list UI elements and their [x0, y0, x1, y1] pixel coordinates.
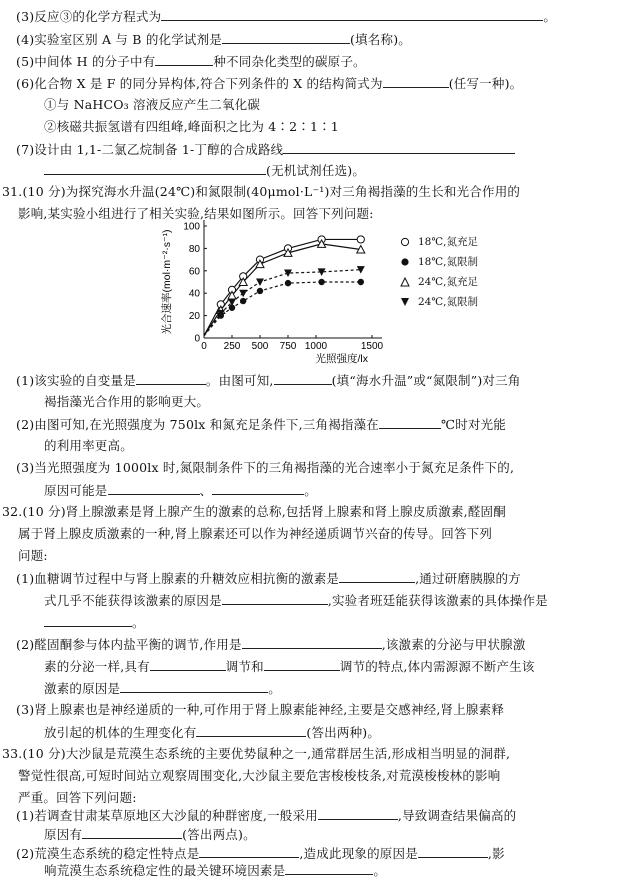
x-tick-label: 750 — [279, 341, 297, 352]
q31-2-blank[interactable] — [379, 416, 441, 429]
q32-sub-1-cont — [44, 592, 548, 609]
q32-sub-2-cont-2 — [44, 680, 281, 697]
data-point-triangle-filled — [256, 279, 264, 287]
legend-label: 18℃,氮限制 — [418, 256, 478, 268]
q33-1-text: (1)若调查甘肃某草原地区大沙鼠的种群密度,一般采用 — [16, 808, 318, 823]
x-tick-label: 500 — [251, 341, 269, 352]
q31-2-text: (2)由图可知,在光照强度为 750lx 和氮充足条件下,三角褐指藻在 — [16, 417, 380, 432]
q32-heading-3: 问题: — [18, 548, 48, 563]
legend-item-18-n-limited — [400, 252, 478, 272]
q32-2-suffix: ,该激素的分泌与甲状腺激 — [381, 637, 526, 652]
series-line-3 — [204, 270, 361, 336]
q32-sub-2 — [16, 636, 526, 653]
legend-item-18-n-sufficient — [400, 232, 478, 252]
q31-3-end: 。 — [304, 483, 317, 498]
q30-5-suffix: 种不同杂化类型的碳原子。 — [213, 54, 366, 69]
q31-3-sep: 、 — [199, 483, 213, 498]
q32-sub-1 — [16, 570, 521, 587]
q33-1-end: (答出两点)。 — [182, 827, 256, 842]
series-line-2 — [204, 244, 361, 336]
q32-heading-1: 32.(10 分)肾上腺激素是肾上腺产生的激素的总称,包括肾上腺素和肾上腺皮质激素,醛固酮 — [2, 504, 506, 519]
q31-1-mid: 。由图可知, — [205, 373, 274, 388]
y-tick-label: 80 — [188, 243, 200, 255]
q31-sub-3: (3)当光照强度为 1000lx 时,氮限制条件下的三角褐指藻的光合速率小于氮充足条件下的, — [16, 460, 515, 475]
q32-sub-3: (3)肾上腺素也是神经递质的一种,可作用于肾上腺素能神经,主要是交感神经,肾上腺素释 — [16, 702, 505, 717]
q33-sub-2-cont — [44, 862, 386, 878]
legend-item-24-n-sufficient — [400, 272, 478, 292]
q31-sub-1 — [16, 372, 521, 389]
q32-3-blank[interactable] — [196, 724, 306, 737]
q30-condition-2: ②核磁共振氢谱有四组峰,峰面积之比为 4∶2∶1∶1 — [44, 119, 339, 134]
q32-2-text-2: 素的分泌一样,具有 — [44, 659, 150, 674]
q30-4-suffix: (填名称)。 — [350, 32, 411, 47]
q31-sub-2 — [16, 416, 506, 433]
q33-2-blank-2[interactable] — [418, 845, 488, 858]
q33-heading-2: 警觉性很高,可短时间站立观察周围变化,大沙鼠主要危害梭梭枝条,对荒漠梭梭林的影响 — [18, 768, 501, 783]
q30-line-7b — [44, 162, 365, 179]
q30-4-blank[interactable] — [222, 31, 350, 44]
x-tick-label: 1000 — [304, 341, 328, 352]
q31-heading-2: 影响,某实验小组进行了相关实验,结果如图所示。回答下列问题: — [18, 206, 374, 221]
q33-sub-2 — [16, 845, 505, 862]
series-line-0 — [204, 239, 361, 335]
q33-2-blank-3[interactable] — [285, 862, 373, 875]
q33-2-text-3: ,影 — [487, 846, 505, 861]
y-tick-label: 20 — [188, 311, 200, 323]
q31-3-text: 原因可能是 — [44, 483, 108, 498]
q31-1-blank-1[interactable] — [136, 372, 206, 385]
legend-label: 24℃,氮限制 — [418, 296, 478, 308]
q32-1-blank-2[interactable] — [222, 592, 328, 605]
q32-2-text-5: 激素的原因是 — [44, 681, 121, 696]
q30-line-5 — [16, 53, 366, 70]
data-point-circle-filled — [285, 280, 291, 286]
q33-1-text-2: 原因有 — [44, 827, 83, 842]
legend-label: 24℃,氮充足 — [418, 276, 478, 288]
q32-2-text-4: 调节的特点,体内需源源不断产生该 — [339, 659, 535, 674]
q31-1-blank-2[interactable] — [274, 372, 332, 385]
data-point-circle-filled — [240, 298, 246, 304]
x-tick-label: 0 — [201, 341, 207, 352]
q30-7-blank-1[interactable] — [283, 141, 515, 154]
q32-1-end: 。 — [132, 615, 145, 630]
q32-1-text-2: 式几乎不能获得该激素的原因是 — [44, 593, 222, 608]
x-tick-label: 250 — [223, 341, 241, 352]
q33-2-text: (2)荒漠生态系统的稳定性特点是 — [16, 846, 200, 861]
q31-3-blank-1[interactable] — [108, 482, 200, 495]
y-tick-label: 60 — [188, 266, 200, 278]
q30-5-text: (5)中间体 H 的分子中有 — [16, 54, 156, 69]
circle-filled-icon — [400, 257, 410, 267]
q30-line-3: (3)反应③的化学方程式为 。 — [16, 9, 557, 24]
q32-3-suffix: (答出两种)。 — [306, 725, 381, 740]
q31-2-suffix: ℃时对光能 — [441, 417, 506, 432]
q30-7-blank-2[interactable] — [44, 162, 266, 175]
q30-line-7 — [16, 141, 515, 158]
q33-sub-1 — [16, 807, 516, 824]
y-tick-label: 0 — [194, 333, 200, 345]
q30-line-4 — [16, 31, 411, 48]
q32-2-end: 。 — [268, 681, 281, 696]
q30-4-text: (4)实验室区别 A 与 B 的化学试剂是 — [16, 32, 223, 47]
q30-6-blank[interactable] — [383, 75, 449, 88]
q33-heading-3: 严重。回答下列问题: — [18, 790, 137, 805]
data-point-circle-open — [357, 236, 364, 243]
q33-2-blank-1[interactable] — [199, 845, 299, 858]
q32-2-text-3: 调节和 — [225, 659, 264, 674]
q33-2-end: 。 — [373, 863, 387, 878]
q31-heading-1: 31.(10 分)为探究海水升温(24℃)和氮限制(40μmol·L⁻¹)对三角褐指藻的生长和光合作用的 — [2, 184, 521, 199]
legend-item-24-n-limited — [400, 292, 478, 312]
series-line-1 — [204, 282, 361, 336]
q33-1-blank-1[interactable] — [318, 807, 398, 820]
q32-3-text: 放引起的机体的生理变化有 — [44, 725, 197, 740]
q30-5-blank[interactable] — [155, 53, 213, 66]
q32-sub-1-cont-2 — [44, 614, 145, 631]
q32-2-blank-4[interactable] — [120, 680, 268, 693]
x-tick-label: 1500 — [360, 341, 384, 352]
x-axis-label: 光照强度/lx — [315, 353, 368, 365]
q30-line-6 — [16, 75, 522, 92]
q30-6-text: (6)化合物 X 是 F 的同分异构体,符合下列条件的 X 的结构简式为 — [16, 76, 383, 91]
y-tick-label: 40 — [188, 288, 200, 300]
circle-open-icon — [400, 237, 410, 247]
q30-6-suffix: (任写一种)。 — [448, 76, 523, 91]
q31-sub-1-cont: 褐指藻光合作用的影响更大。 — [44, 394, 210, 409]
y-tick-label: 100 — [183, 221, 200, 233]
q33-2-text-2: ,造成此现象的原因是 — [299, 846, 418, 861]
q30-condition-1: ①与 NaHCO₃ 溶液反应产生二氧化碳 — [44, 97, 261, 112]
q30-7-text: (7)设计由 1,1-二氯乙烷制备 1-丁醇的合成路线 — [16, 142, 284, 157]
q32-1-text: (1)血糖调节过程中与肾上腺素的升糖效应相抗衡的激素是 — [16, 571, 340, 586]
triangle-open-icon — [400, 277, 410, 287]
data-point-circle-filled — [257, 288, 263, 294]
data-point-circle-filled — [318, 279, 324, 285]
q32-2-blank-1[interactable] — [242, 636, 382, 649]
q33-sub-1-cont — [44, 826, 256, 843]
q31-sub-3-cont — [44, 482, 317, 499]
y-axis-label: 光合速率(mol·m⁻²·s⁻¹) — [161, 229, 173, 335]
q32-1-text-3: ,实验者班廷能获得该激素的具体操作是 — [327, 593, 548, 608]
q32-2-blank-3[interactable] — [264, 658, 340, 671]
q32-1-suffix: ,通过研磨胰腺的方 — [415, 571, 521, 586]
q32-1-blank-3[interactable] — [44, 614, 132, 627]
q32-2-blank-2[interactable] — [150, 658, 226, 671]
data-point-circle-filled — [358, 279, 364, 285]
q33-heading-1: 33.(10 分)大沙鼠是荒漠生态系统的主要优势鼠种之一,通常群居生活,形成相当明显的洞群, — [2, 746, 511, 761]
q32-heading-2: 属于肾上腺皮质激素的一种,肾上腺素还可以作为神经递质调节兴奋的传导。回答下列 — [18, 526, 493, 541]
chart-legend — [400, 232, 478, 312]
data-point-triangle-filled — [239, 290, 247, 298]
q31-sub-2-cont: 的利用率更高。 — [44, 438, 133, 453]
q31-1-text: (1)该实验的自变量是 — [16, 373, 136, 388]
q30-3-blank[interactable] — [161, 8, 543, 21]
triangle-filled-icon — [400, 297, 410, 307]
q30-7-suffix: (无机试剂任选)。 — [266, 163, 366, 178]
q33-1-blank-2[interactable] — [82, 826, 182, 839]
legend-label: 18℃,氮充足 — [418, 236, 478, 248]
q33-2-text-4: 响荒漠生态系统稳定性的最关键环境因素是 — [44, 863, 286, 878]
q32-sub-3-cont — [44, 724, 380, 741]
q31-1-suffix: (填“海水升温”或“氮限制”)对三角 — [331, 373, 521, 388]
q32-2-text: (2)醛固酮参与体内盐平衡的调节,作用是 — [16, 637, 242, 652]
q32-sub-2-cont — [44, 658, 535, 675]
q33-1-suffix: ,导致调查结果偏高的 — [397, 808, 517, 823]
q30-3-text: (3)反应③的化学方程式为 — [16, 9, 162, 24]
q32-1-blank-1[interactable] — [339, 570, 415, 583]
q31-3-blank-2[interactable] — [212, 482, 304, 495]
